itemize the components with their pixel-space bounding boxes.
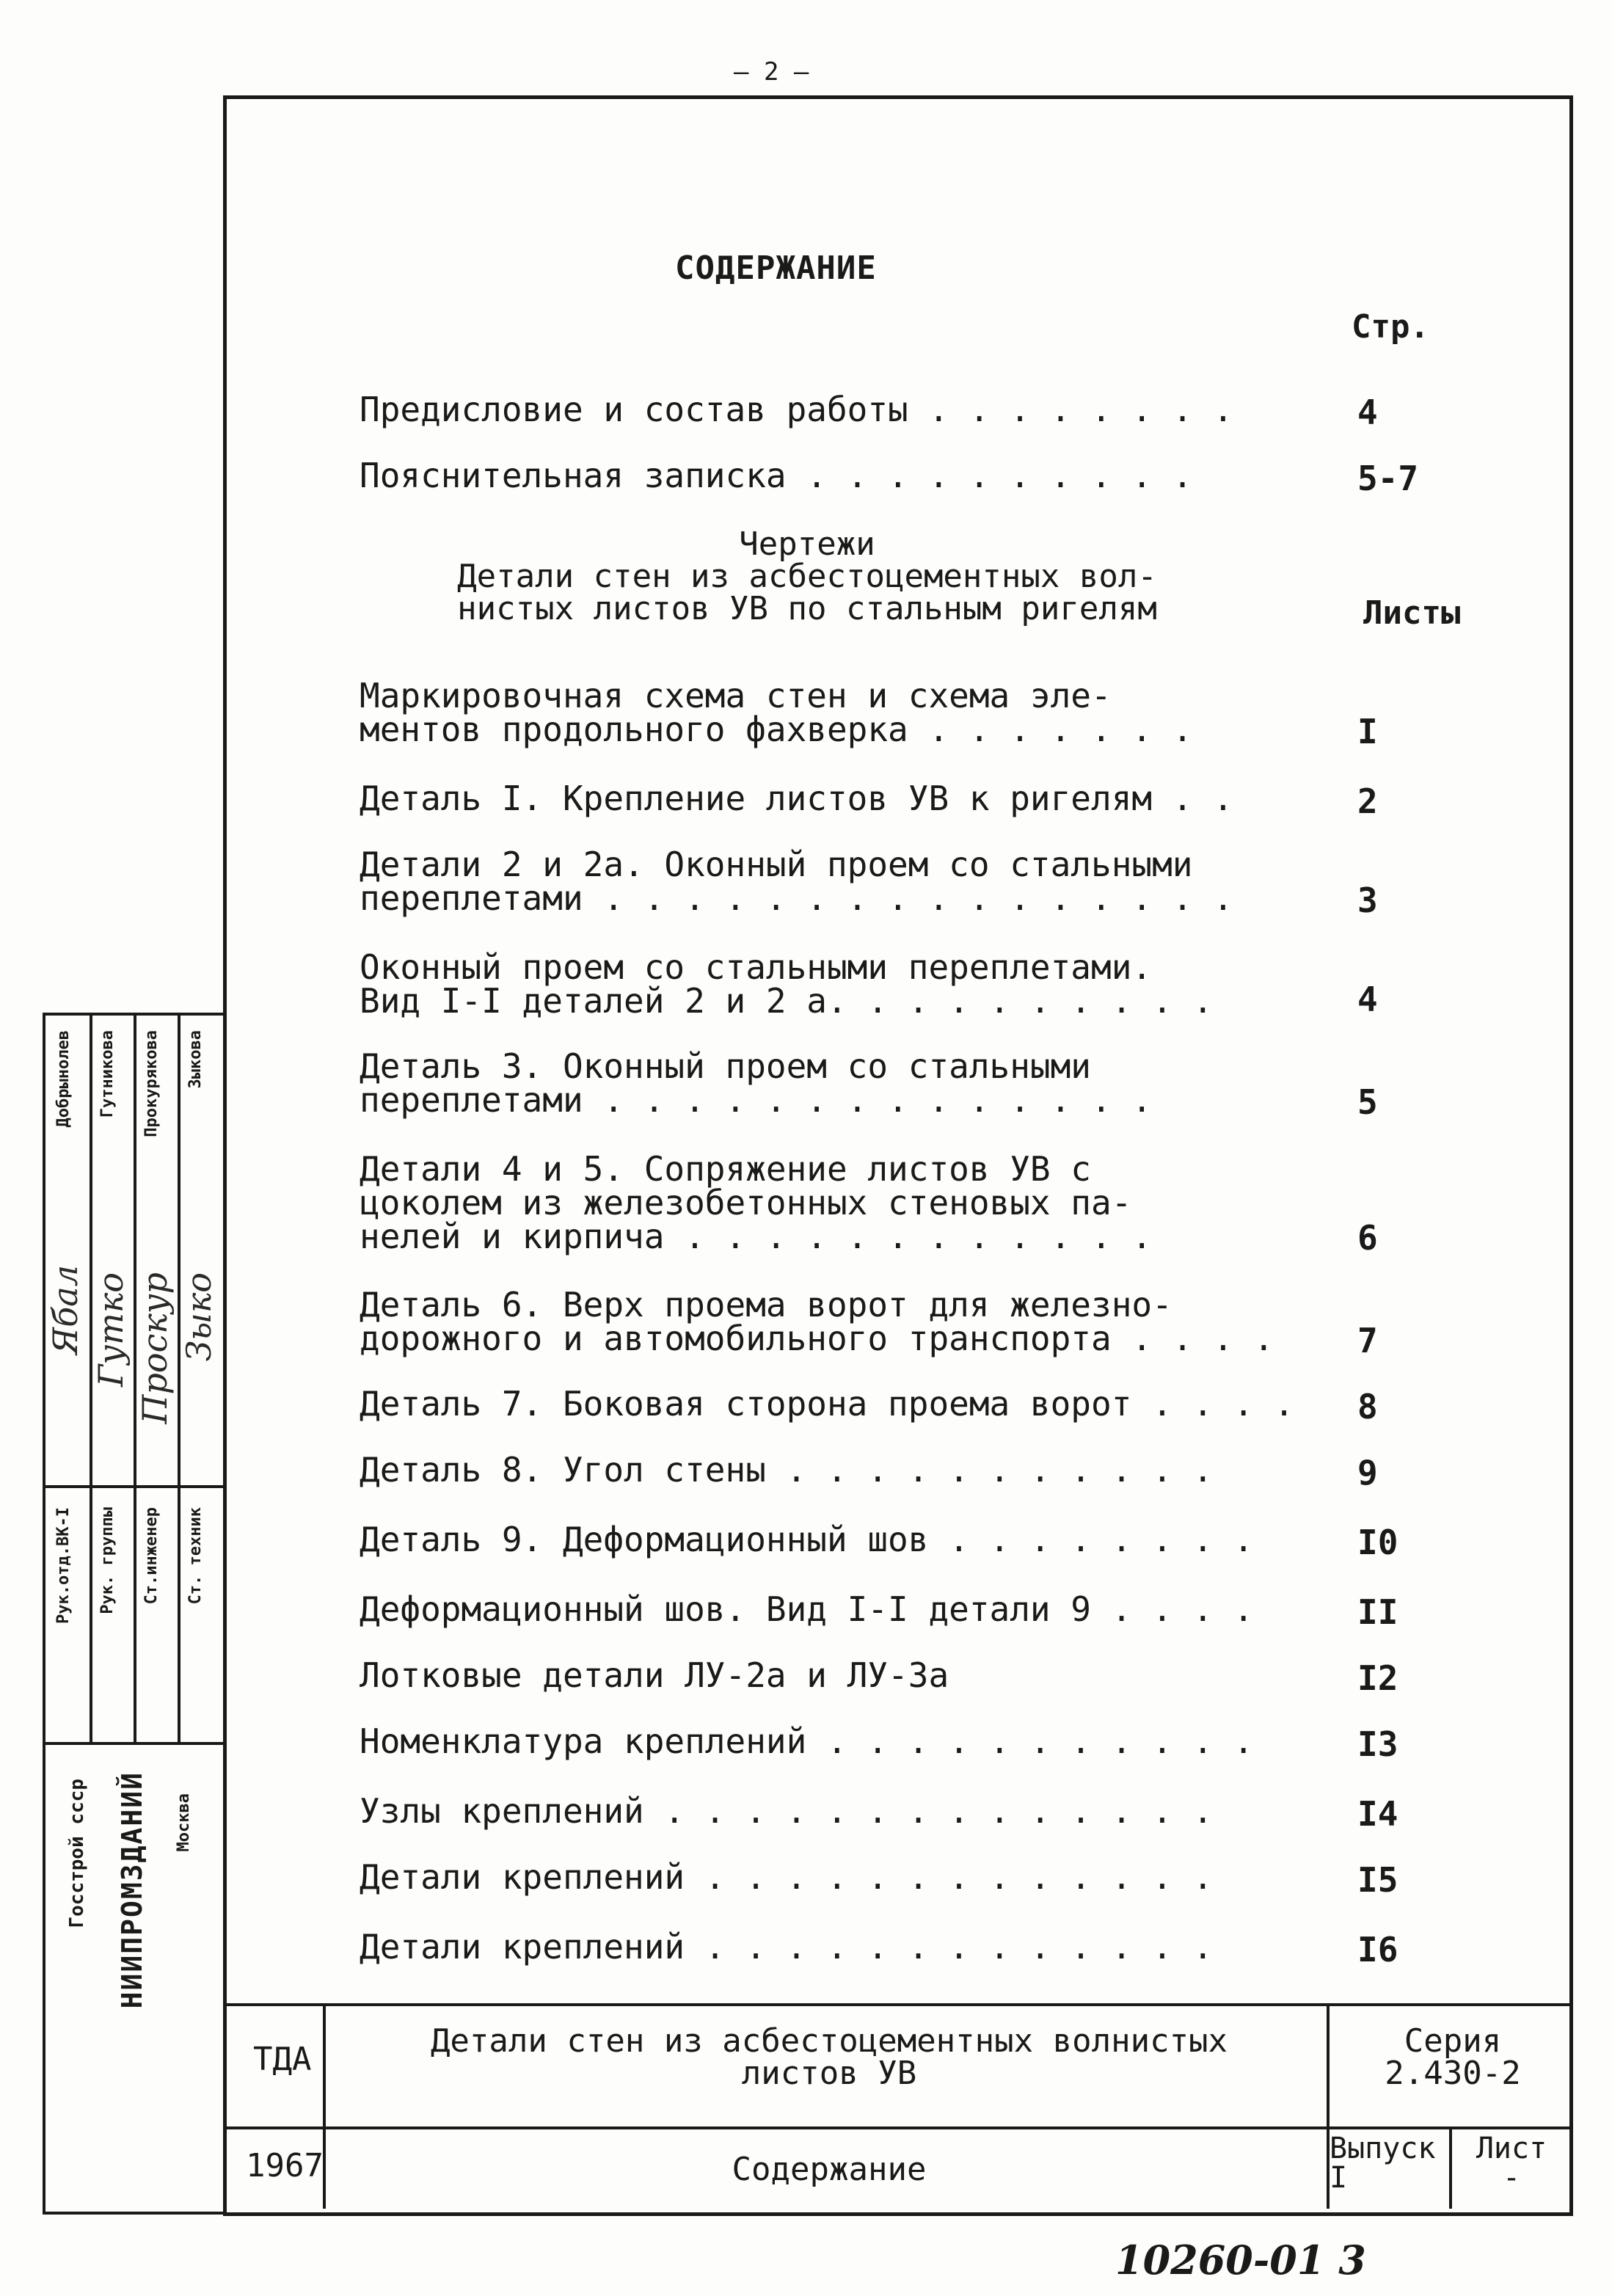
toc-item [360, 845, 1343, 918]
title-block-description-line: Детали стен из асбестоцементных волнистых [430, 2022, 1228, 2060]
toc-item-page: I6 [1357, 1930, 1398, 1969]
inventory-number: 10260-01 3 [1115, 2237, 1366, 2284]
toc-item-page: 6 [1357, 1218, 1378, 1258]
sheets-column-label: Листы [1363, 594, 1461, 632]
stamp-position: Рук.отд.ВК-I [54, 1507, 73, 1624]
page-number: — 2 — [734, 57, 809, 87]
signature: Гутко [91, 1272, 131, 1387]
issue-value: I [1330, 2161, 1348, 2195]
toc-item-line: Лотковые детали ЛУ-2а и ЛУ-3а [360, 1655, 949, 1695]
toc-item-page: 5-7 [1357, 459, 1419, 498]
section-heading-line: Чертежи [739, 525, 875, 563]
toc-item-line: Предисловие и состав работы . . . . . . . . [360, 390, 1233, 429]
series-value: 2.430-2 [1385, 2055, 1521, 2092]
toc-item-page: I4 [1357, 1794, 1398, 1834]
toc-item-line: нелей и кирпича . . . . . . . . . . . . [360, 1217, 1153, 1256]
signature: Проскур [135, 1272, 175, 1424]
toc-item-line: Узлы креплений . . . . . . . . . . . . . . [360, 1791, 1214, 1831]
section-heading-line: Детали стен из асбестоцементных вол- [457, 558, 1157, 595]
toc-item-page: I0 [1357, 1523, 1398, 1562]
title-block-year: 1967 [246, 2147, 324, 2184]
stamp-name: Добрынолев [54, 1030, 73, 1128]
stamp-organization-city: Москва [175, 1793, 193, 1852]
toc-item-line: Деталь I. Крепление листов УВ к ригелям . . [360, 779, 1233, 818]
toc-item-line: Детали 2 и 2а. Оконный проем со стальными [360, 845, 1193, 884]
toc-item-page: 8 [1357, 1387, 1378, 1426]
toc-item [360, 1046, 1343, 1120]
toc-item-line: Номенклатура креплений . . . . . . . . . . . [360, 1721, 1254, 1761]
toc-item-line: Деталь 9. Деформационный шов . . . . . . . . [360, 1520, 1254, 1559]
title-block-org-code: ТДА [253, 2041, 312, 2078]
title-block-issue [1330, 2134, 1436, 2193]
toc-item [360, 1589, 1343, 1629]
toc-item-line: Деталь 8. Угол стены . . . . . . . . . . . [360, 1450, 1214, 1490]
toc-item-page: 9 [1357, 1453, 1378, 1493]
toc-item-page: 3 [1357, 881, 1378, 920]
section-heading-line: нистых листов УВ по стальным ригелям [457, 590, 1157, 627]
toc-item-line: Оконный проем со стальными переплетами. [360, 947, 1153, 987]
toc-item-page: 4 [1357, 393, 1378, 432]
toc-item [360, 1791, 1343, 1831]
page-column-label: Стр. [1352, 308, 1429, 346]
section-heading [367, 525, 1247, 627]
toc-item-line: Детали 4 и 5. Сопряжение листов УВ с [360, 1149, 1091, 1189]
signature: Зыко [179, 1272, 219, 1362]
toc-item-line: переплетами . . . . . . . . . . . . . . . . [360, 878, 1233, 918]
toc-item-line: Детали креплений . . . . . . . . . . . . . [360, 1857, 1214, 1897]
toc-item [360, 1149, 1343, 1256]
toc-item-preface [360, 390, 1343, 429]
toc-item [360, 779, 1343, 818]
toc-item [360, 1384, 1343, 1424]
toc-item-line: ментов продольного фахверка . . . . . . . [360, 710, 1193, 749]
toc-item-line: Деталь 6. Верх проема ворот для железно- [360, 1285, 1172, 1324]
stamp-position: Ст.инженер [142, 1507, 161, 1605]
toc-item-line: переплетами . . . . . . . . . . . . . . [360, 1080, 1153, 1120]
toc-item-line: Пояснительная записка . . . . . . . . . . [360, 456, 1193, 495]
title-block-sheet [1460, 2134, 1563, 2193]
sheet-label: Лист [1476, 2132, 1547, 2165]
stamp-name: Зыкова [186, 1030, 205, 1089]
toc-item-page: 4 [1357, 980, 1378, 1019]
toc-item [360, 1655, 1343, 1695]
page-title: СОДЕРЖАНИЕ [675, 249, 877, 287]
toc-item-explanatory-note [360, 456, 1343, 495]
title-block-sheet-title: Содержание [732, 2151, 927, 2188]
toc-item-page: I2 [1357, 1658, 1398, 1698]
toc-item-line: Деталь 7. Боковая сторона проема ворот . . . . [360, 1384, 1294, 1424]
toc-item-line: Вид I-I деталей 2 и 2 а. . . . . . . . . . [360, 981, 1214, 1021]
toc-item-line: Деталь 3. Оконный проем со стальными [360, 1046, 1091, 1086]
toc-item-line: дорожного и автомобильного транспорта . . . . [360, 1319, 1274, 1358]
toc-item-page: 7 [1357, 1321, 1378, 1360]
stamp-name: Прокурякова [142, 1030, 161, 1137]
toc-item [360, 1927, 1343, 1967]
signature: Ябал [45, 1265, 85, 1355]
title-block-series [1343, 2022, 1563, 2092]
toc-item-line: цоколем из железобетонных стеновых па- [360, 1183, 1132, 1222]
series-label: Серия [1404, 2022, 1502, 2060]
toc-item-line: Деформационный шов. Вид I-I детали 9 . . . . [360, 1589, 1254, 1629]
toc-item [360, 1285, 1343, 1358]
toc-item [360, 1857, 1343, 1897]
toc-item-page: I3 [1357, 1724, 1398, 1764]
title-block-description-line: листов УВ [741, 2055, 917, 2092]
toc-item [360, 1520, 1343, 1559]
issue-label: Выпуск [1330, 2132, 1436, 2165]
stamp-position: Ст. техник [186, 1507, 205, 1605]
toc-item [360, 676, 1343, 749]
toc-item-page: I5 [1357, 1860, 1398, 1900]
sheet-value: - [1502, 2161, 1521, 2195]
toc-item [360, 947, 1343, 1021]
title-block-description [352, 2022, 1306, 2092]
toc-item-page: 5 [1357, 1082, 1378, 1122]
stamp-name: Гутникова [98, 1030, 117, 1118]
stamp-position: Рук. группы [98, 1507, 117, 1614]
toc-item [360, 1721, 1343, 1761]
toc-item-page: 2 [1357, 781, 1378, 821]
toc-item-line: Детали креплений . . . . . . . . . . . . . [360, 1927, 1214, 1967]
toc-item-line: Маркировочная схема стен и схема эле- [360, 676, 1112, 715]
approval-stamp [43, 1013, 226, 2215]
toc-item-page: II [1357, 1592, 1398, 1632]
stamp-organization: Госстрой ссср [66, 1779, 88, 1928]
toc-item-page: I [1357, 712, 1378, 751]
toc-item [360, 1450, 1343, 1490]
stamp-organization-logo: НИИПРОМЗДАНИЙ [116, 1771, 148, 2009]
